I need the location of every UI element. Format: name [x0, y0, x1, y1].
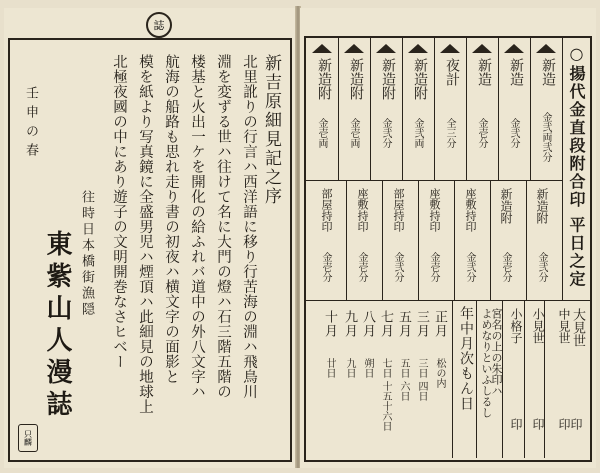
rank-name: 新造附	[380, 58, 396, 100]
rank-name: 夜計	[444, 58, 460, 86]
legend-label: 小格子	[509, 308, 523, 344]
rank-price: 金壱分	[476, 118, 487, 148]
legend-mark: 印	[569, 418, 583, 430]
rank-name: 新造	[508, 58, 524, 86]
rank-price: 金弐分	[392, 252, 403, 282]
roof-mark	[344, 44, 364, 53]
cell-divider	[370, 38, 371, 180]
cell-divider	[346, 180, 347, 300]
rank-price: 金壱分	[500, 252, 511, 282]
roof-mark	[504, 44, 524, 53]
month-days: 朔日	[362, 358, 373, 378]
cell-divider	[490, 180, 491, 300]
signature: 東紫山人漫誌	[42, 230, 72, 422]
cell-divider	[382, 180, 383, 300]
roof-mark	[376, 44, 396, 53]
cell-divider	[498, 38, 499, 180]
rank-price: 金壱分	[356, 252, 367, 282]
roof-mark	[312, 44, 332, 53]
month-label: 八月	[360, 310, 375, 338]
date-column: 壬申の春	[23, 86, 38, 162]
month-days: 松の内	[434, 358, 445, 388]
rank-name: 新造附	[348, 58, 364, 100]
legend-mark: 印	[557, 418, 571, 430]
author-title: 往時日本橋街漁隠	[79, 190, 94, 318]
rank-name: 新造	[476, 58, 492, 86]
cell-divider	[466, 38, 467, 180]
rank-price: 金弐両弐分	[540, 112, 551, 162]
note-line: 宮名の上の朱印ハ	[490, 308, 503, 396]
preface-line: 楼基と火出一ケを開化の給ふれバ道中の外八文字ハ	[189, 54, 205, 399]
year-header: 年中月次もん日	[458, 306, 474, 411]
month-days: 廿日	[324, 358, 335, 378]
rank-price: 全三分	[444, 118, 455, 148]
corner-seal: 誌	[146, 12, 172, 38]
legend-mark: 印	[531, 418, 545, 430]
month-days: 三日 四日	[416, 358, 427, 402]
cell-divider	[418, 180, 419, 300]
rank-name: 部屋持印	[320, 188, 333, 232]
preface-line: 淵を変ずる世ハ往けて名に大門の燈ハ石三階五階の	[215, 54, 231, 399]
heading-divider	[562, 38, 563, 300]
author-seal: 只麟	[18, 424, 38, 452]
preface-line: 航海の船路も思れ走り書の初夜ハ横文字の面影と	[163, 54, 179, 384]
rank-name: 座敷持印	[464, 188, 477, 232]
cell-divider	[454, 180, 455, 300]
rank-price: 金壱両	[348, 118, 359, 148]
rank-price: 金壱分	[320, 252, 331, 282]
preface-line: 北里訛りの行言ハ西洋語に移り行苦海の淵ハ飛鳥川	[241, 54, 257, 399]
table-heading: ○揚代金直段附合印 平日之定	[567, 44, 586, 289]
price-table-frame	[304, 36, 592, 462]
rank-name: 部屋持印	[392, 188, 405, 232]
rank-price: 金弐両	[412, 118, 423, 148]
note-line: よめなりといふしるし	[480, 308, 493, 418]
legend-label: 小見世	[531, 308, 545, 344]
month-label: 七月	[378, 310, 393, 338]
cell-divider	[476, 300, 477, 458]
cell-divider	[452, 300, 453, 458]
roof-mark	[472, 44, 492, 53]
preface-frame	[8, 38, 292, 462]
month-days: 七日 十五十六日	[380, 358, 391, 432]
month-days: 九日	[344, 358, 355, 378]
cell-divider	[530, 38, 531, 180]
preface-line: 北極夜國の中にあり遊子の文明開巻なさヒベー	[111, 54, 127, 369]
roof-mark	[408, 44, 428, 53]
rank-name: 新造附	[412, 58, 428, 100]
month-label: 三月	[414, 310, 429, 338]
month-label: 十月	[322, 310, 337, 338]
row-rule	[306, 180, 562, 181]
month-label: 正月	[432, 310, 447, 338]
rank-name: 座敷持印	[428, 188, 441, 232]
month-days: 五日 六日	[398, 358, 409, 402]
preface-title: 新吉原細見記之序	[261, 54, 281, 206]
right-page	[300, 8, 596, 468]
cell-divider	[338, 38, 339, 180]
rank-price: 金弐分	[536, 252, 547, 282]
rank-price: 金弐分	[380, 118, 391, 148]
rank-name: 新造	[540, 58, 556, 86]
rank-name: 座敷持印	[356, 188, 369, 232]
row-rule	[306, 300, 590, 301]
legend-label: 中見世	[557, 308, 571, 344]
month-label: 九月	[342, 310, 357, 338]
cell-divider	[526, 180, 527, 300]
legend-label: 大見世	[570, 308, 585, 347]
legend-mark: 印	[509, 418, 523, 430]
preface-line: 模を紙より写真鏡に全盛男児ハ煙頂ハ此細見の地球上	[137, 54, 153, 414]
rank-price: 金弐分	[464, 252, 475, 282]
month-label: 五月	[396, 310, 411, 338]
rank-price: 金弐分	[508, 118, 519, 148]
cell-divider	[402, 38, 403, 180]
rank-name: 新造附	[316, 58, 332, 100]
rank-price: 金壱両	[316, 118, 327, 148]
rank-name: 新造附	[499, 188, 513, 224]
rank-price: 金壱分	[428, 252, 439, 282]
rank-name: 新造附	[535, 188, 549, 224]
cell-divider	[434, 38, 435, 180]
roof-mark	[440, 44, 460, 53]
left-page	[4, 8, 296, 468]
roof-mark	[536, 44, 556, 53]
